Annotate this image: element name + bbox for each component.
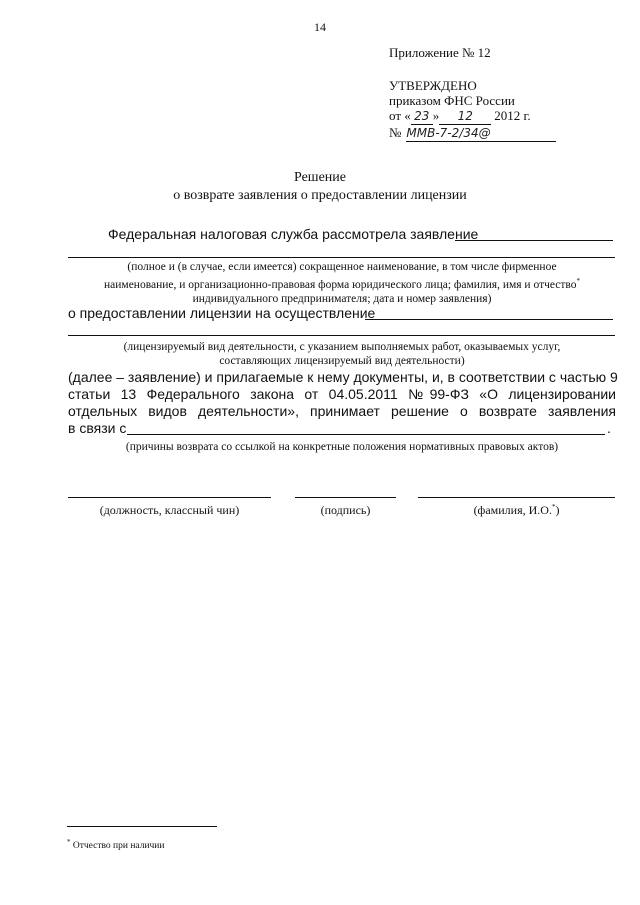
reason-blank-line[interactable] — [127, 434, 605, 435]
approval-date-day: 23 — [411, 109, 433, 125]
footnote-separator — [67, 826, 217, 827]
signature-caption: (подпись) — [320, 503, 371, 517]
approval-date-mid: » — [432, 108, 440, 123]
applicant-caption-line1: (полное и (в случае, если имеется) сокращенное наименование, в том числе фирменное — [127, 261, 557, 273]
applicant-caption-line2: наименование, и организационно-правовая форма юридического лица; фамилия, имя и отчество* — [104, 277, 580, 291]
name-footnote-mark: * — [551, 503, 556, 511]
body-line-3: отдельных видов деятельности», принимает решение о возврате заявления — [68, 403, 616, 419]
position-caption: (должность, классный чин) — [99, 503, 240, 517]
approval-date-month: 12 — [439, 109, 491, 125]
license-text: о предоставлении лицензии на осуществление — [68, 305, 376, 321]
approval-heading: УТВЕРЖДЕНО — [389, 78, 477, 93]
name-signature-line[interactable] — [418, 497, 615, 498]
intro-text: Федеральная налоговая служба рассмотрела заявление — [108, 226, 479, 242]
approval-number-value: ММВ-7-2/34@ — [406, 126, 556, 142]
approval-block — [389, 78, 556, 142]
body-line-2: статьи 13 Федерального закона от 04.05.2011 №99-ФЗ «О лицензировании — [68, 386, 616, 402]
applicant-caption — [68, 260, 616, 306]
appendix-label: Приложение № 12 — [389, 45, 491, 60]
footnote — [67, 838, 164, 851]
signature-line[interactable] — [295, 497, 396, 498]
approval-number-line — [389, 125, 556, 142]
reason-suffix: . — [607, 420, 611, 436]
applicant-blank-line[interactable] — [455, 240, 613, 241]
approval-date-prefix: от « — [389, 108, 411, 123]
activity-caption-line2: составляющих лицензируемый вид деятельности) — [219, 355, 465, 367]
position-signature-line[interactable] — [68, 497, 271, 498]
approval-number-prefix: № — [389, 125, 402, 140]
approval-date-line — [389, 108, 556, 125]
activity-full-line[interactable] — [68, 335, 615, 336]
footnote-text: Отчество при наличии — [70, 841, 165, 852]
approval-order-line: приказом ФНС России — [389, 93, 515, 108]
reason-prefix: в связи с — [68, 420, 127, 436]
applicant-full-line[interactable] — [68, 257, 615, 258]
name-caption: (фамилия, И.О.*) — [473, 503, 560, 517]
body-line-1: (далее – заявление) и прилагаемые к нему документы, и, в соответствии с частью 9 — [68, 369, 618, 385]
document-title: Решение — [293, 170, 346, 185]
footnote-mark: * — [67, 838, 71, 846]
activity-blank-line[interactable] — [365, 319, 613, 320]
applicant-caption-line3: индивидуального предпринимателя; дата и номер заявления) — [192, 292, 492, 305]
page-number: 14 — [314, 20, 326, 34]
approval-date-year: 2012 г. — [494, 108, 531, 123]
document-subtitle: о возврате заявления о предоставлении лицензии — [173, 188, 467, 203]
footnote-reference-mark: * — [576, 277, 580, 285]
reason-caption: (причины возврата со ссылкой на конкретные положения нормативных правовых актов) — [125, 441, 559, 453]
activity-caption-line1: (лицензируемый вид деятельности, с указанием выполняемых работ, оказываемых услуг, — [123, 341, 561, 353]
activity-caption — [68, 340, 616, 368]
